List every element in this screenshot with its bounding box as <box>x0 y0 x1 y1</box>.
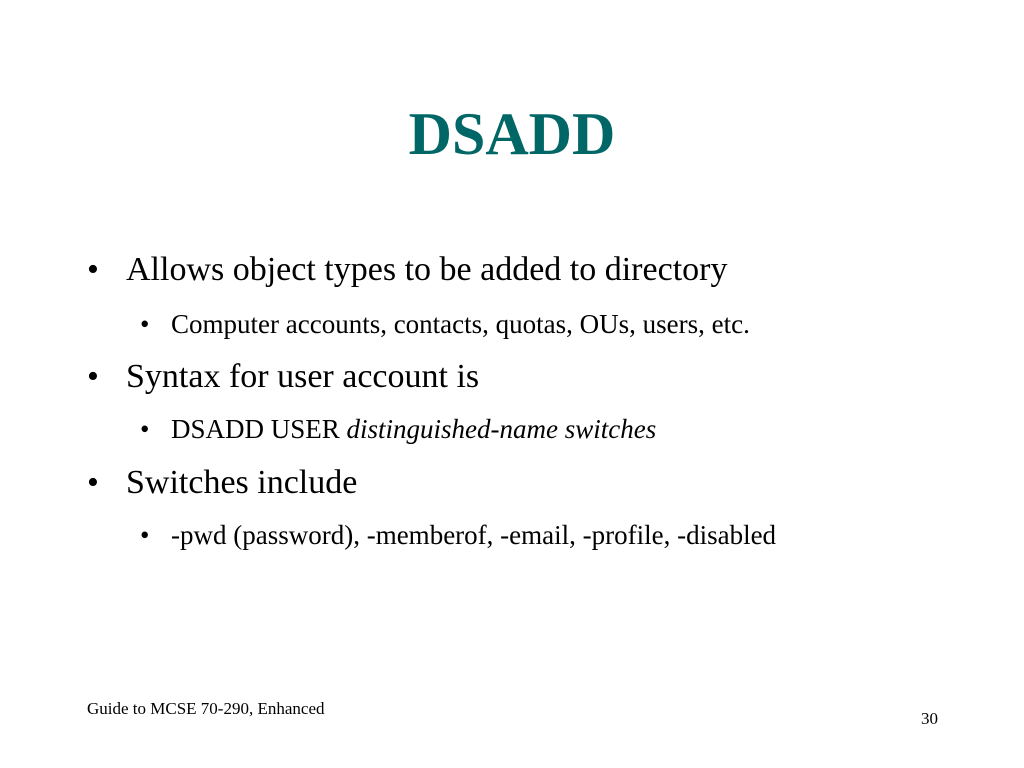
sub-bullet-text <box>171 308 750 340</box>
sub-bullet-italic-text: distinguished-name switches <box>346 414 657 444</box>
slide-title: DSADD <box>408 101 616 167</box>
bullet-dot-icon: • <box>87 358 99 395</box>
bullet-dot-icon: • <box>87 464 99 501</box>
sub-bullet-plain-text: DSADD USER <box>171 414 347 444</box>
sub-bullet-dot-icon: • <box>140 309 150 339</box>
sub-bullet-dot-icon: • <box>140 414 150 444</box>
bullet-text: Allows object types to be added to directory <box>126 251 728 288</box>
sub-bullet-text <box>171 413 656 445</box>
sub-bullet-text <box>171 519 776 551</box>
bullet-text: Switches include <box>126 464 358 501</box>
bullet-dot-icon: • <box>87 251 99 288</box>
sub-bullet-plain-text: -pwd (password), -memberof, -email, -profile, -disabled <box>171 520 777 550</box>
bullet-text: Syntax for user account is <box>126 358 480 395</box>
sub-bullet-dot-icon: • <box>140 520 150 550</box>
footer-source: Guide to MCSE 70-290, Enhanced <box>87 699 325 718</box>
page-number: 30 <box>921 709 938 728</box>
sub-bullet-plain-text: Computer accounts, contacts, quotas, OUs, users, etc. <box>171 309 750 339</box>
